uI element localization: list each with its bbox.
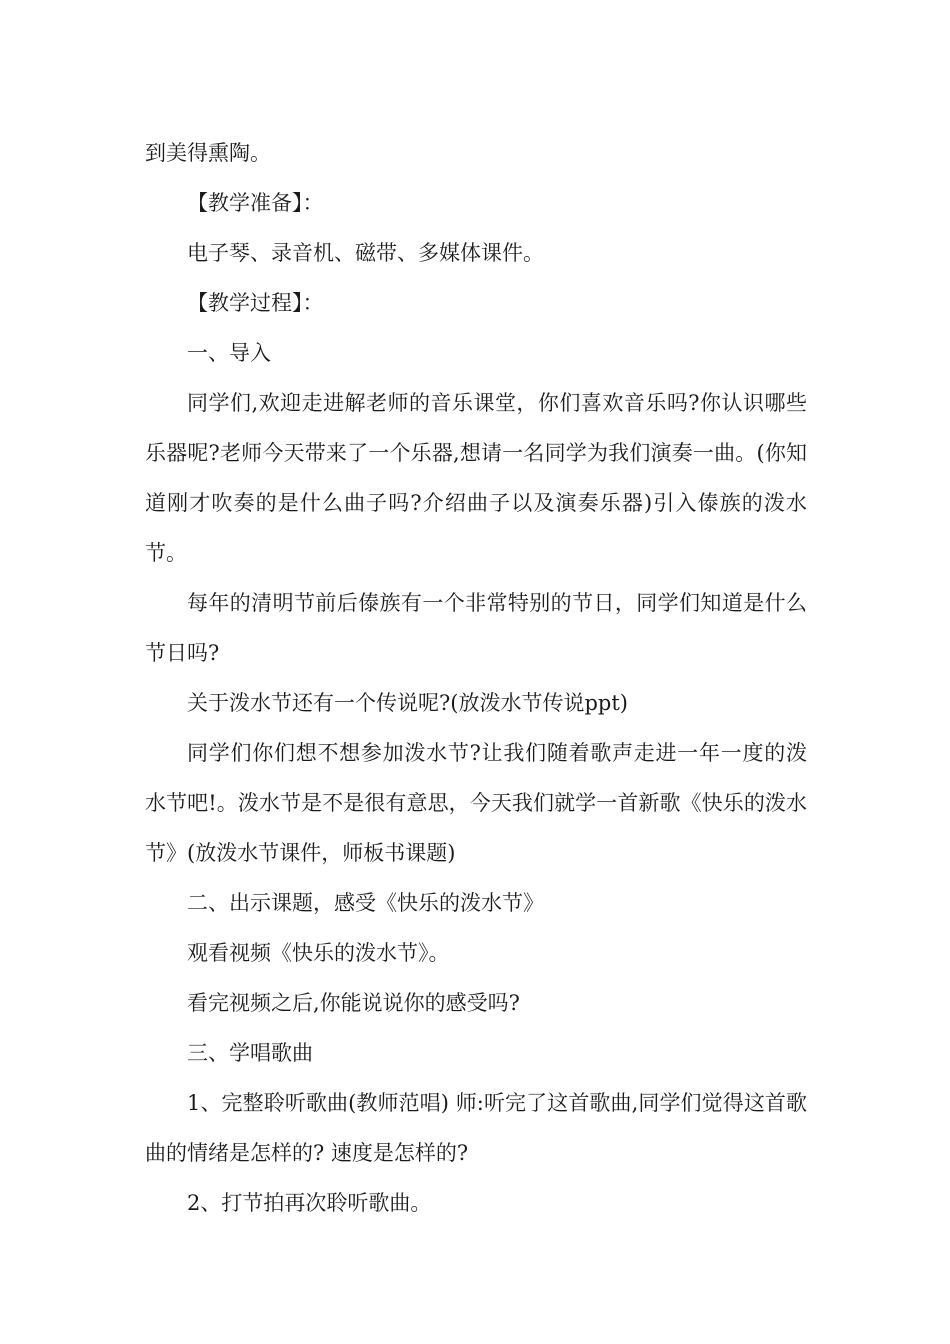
paragraph-festival-question: 每年的清明节前后傣族有一个非常特别的节日，同学们知道是什么节日吗? [145, 591, 807, 665]
paragraph-materials: 电子琴、录音机、磁带、多媒体课件。 [187, 241, 544, 265]
document-body [145, 128, 807, 1228]
heading-teaching-process: 【教学过程】： [187, 291, 324, 315]
section-learn-song: 三、学唱歌曲 [187, 1041, 313, 1065]
section-show-topic: 二、出示课题，感受《快乐的泼水节》 [187, 891, 544, 915]
paragraph-clap-beat: 2、打节拍再次聆听歌曲。 [187, 1191, 432, 1215]
paragraph-listen-full: 1、完整聆听歌曲(教师范唱) 师:听完了这首歌曲,同学们觉得这首歌曲的情绪是怎样的? 速度是怎样的? [145, 1091, 807, 1165]
section-introduction: 一、导入 [187, 341, 271, 365]
heading-teaching-preparation: 【教学准备】： [187, 191, 324, 215]
paragraph-feelings: 看完视频之后,你能说说你的感受吗? [187, 991, 520, 1015]
paragraph-new-song: 同学们你们想不想参加泼水节?让我们随着歌声走进一年一度的泼水节吧!。泼水节是不是很有意思，今天我们就学一首新歌《快乐的泼水节》(放泼水节课件，师板书课题) [145, 741, 807, 865]
paragraph-watch-video: 观看视频《快乐的泼水节》。 [187, 941, 450, 965]
paragraph-welcome: 同学们,欢迎走进解老师的音乐课堂，你们喜欢音乐吗?你认识哪些乐器呢?老师今天带来了一个乐器,想请一名同学为我们演奏一曲。(你知道刚才吹奏的是什么曲子吗?介绍曲子以及演奏乐器)引入傣族的泼水节。 [145, 391, 807, 565]
paragraph-legend: 关于泼水节还有一个传说呢?(放泼水节传说ppt) [187, 691, 628, 715]
paragraph-continuation: 到美得熏陶。 [145, 141, 271, 165]
